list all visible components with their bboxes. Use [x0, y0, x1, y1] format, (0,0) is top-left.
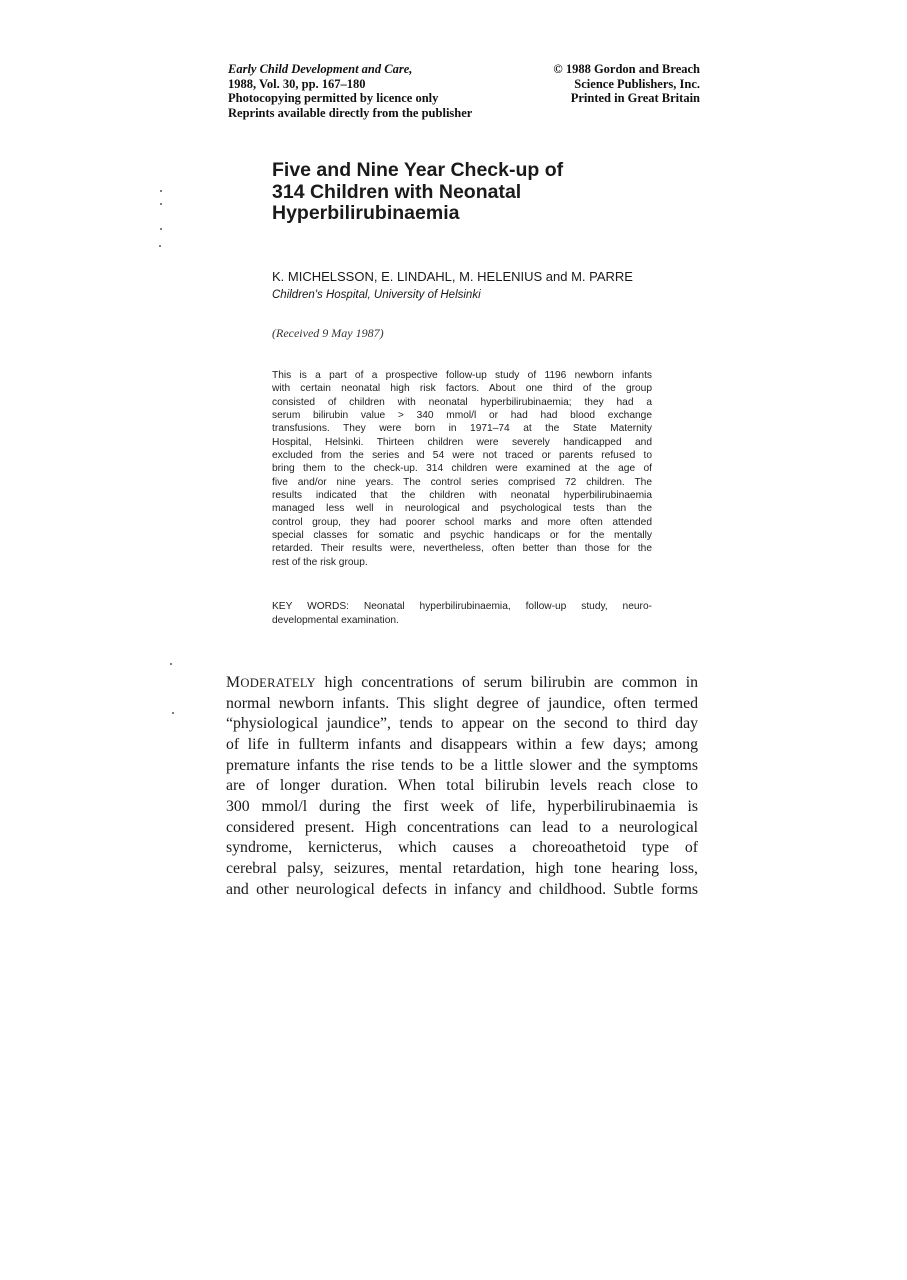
- copyright-block: [553, 62, 700, 106]
- title-line: Five and Nine Year Check-up of: [272, 159, 564, 181]
- body-line: 300 mmol/l during the first week of life, hyperbilirubinaemia is: [226, 797, 698, 815]
- body-line: considered present. High concentrations can lead to a neurological: [226, 818, 698, 836]
- body-line: and other neurological defects in infancy and childhood. Subtle forms: [226, 880, 698, 898]
- abstract-line: transfusions. They were born in 1971–74 at the State Maternity: [272, 423, 652, 435]
- scan-speck: [172, 712, 174, 714]
- reprints-notice: Reprints available directly from the publisher: [228, 105, 473, 120]
- keywords-line: KEY WORDS: Neonatal hyperbilirubinaemia, follow-up study, neuro-: [272, 601, 652, 612]
- abstract-line: special classes for somatic and psychic handicaps or for the mentally: [272, 530, 652, 542]
- scan-speck: [170, 663, 172, 665]
- received-date: (Received 9 May 1987): [272, 326, 384, 340]
- abstract-line: retarded. Their results were, nevertheless, often better than those for the: [272, 543, 652, 555]
- abstract-line: managed less well in neurological and psychological tests than the: [272, 503, 652, 515]
- body-line: cerebral palsy, seizures, mental retardation, high tone hearing loss,: [226, 859, 698, 877]
- abstract-line: This is a part of a prospective follow-up study of 1196 newborn infants: [272, 370, 652, 381]
- author-list: K. MICHELSSON, E. LINDAHL, M. HELENIUS and M. PARRE: [272, 269, 633, 284]
- body-line: “physiological jaundice”, tends to appear on the second to third day: [226, 715, 698, 733]
- abstract-line: with certain neonatal high risk factors. About one third of the group: [272, 383, 652, 395]
- article-title: [272, 160, 652, 225]
- abstract-line: five and/or nine years. The control series comprised 72 children. The: [272, 476, 652, 488]
- abstract-line: control group, they had poorer school marks and more often attended: [272, 516, 652, 528]
- drop-word: [226, 676, 316, 690]
- scan-speck: [159, 245, 161, 247]
- keywords-line: developmental examination.: [272, 614, 399, 626]
- body-paragraph: [226, 673, 698, 900]
- abstract-line: excluded from the series and 54 were not traced or parents refused to: [272, 450, 652, 462]
- abstract-line: results indicated that the children with neonatal hyperbilirubinaemia: [272, 490, 652, 502]
- publisher-line: Science Publishers, Inc.: [574, 76, 700, 91]
- scan-speck: [160, 228, 162, 230]
- drop-word-initial: M: [226, 674, 241, 691]
- journal-citation: [228, 62, 472, 120]
- body-line: normal newborn infants. This slight degree of jaundice, often termed: [226, 694, 698, 712]
- body-line: syndrome, kernicterus, which causes a choreoathetoid type of: [226, 839, 698, 857]
- scan-speck: [160, 190, 162, 192]
- abstract-line: rest of the risk group.: [272, 556, 368, 568]
- abstract-line: consisted of children with neonatal hyperbilirubinaemia; they had a: [272, 396, 652, 408]
- drop-word-rest: ODERATELY: [240, 676, 316, 690]
- journal-volume: 1988, Vol. 30, pp. 167–180: [228, 76, 366, 91]
- keywords: [272, 600, 652, 627]
- body-line: premature infants the rise tends to be a little slower and the symptoms: [226, 756, 698, 774]
- body-line: are of longer duration. When total bilirubin levels reach close to: [226, 777, 698, 795]
- abstract-line: bring them to the check-up. 314 children were examined at the age of: [272, 463, 652, 475]
- copyright-line: © 1988 Gordon and Breach: [553, 62, 700, 76]
- body-line-rest: high concentrations of serum bilirubin are common in: [315, 674, 698, 691]
- photocopy-notice: Photocopying permitted by licence only: [228, 91, 439, 106]
- abstract-line: serum bilirubin value > 340 mmol/l or had had blood exchange: [272, 410, 652, 422]
- printed-line: Printed in Great Britain: [570, 91, 700, 106]
- abstract-line: Hospital, Helsinki. Thirteen children were severely handicapped and: [272, 436, 652, 448]
- scan-speck: [160, 203, 162, 205]
- body-line: [226, 673, 698, 694]
- abstract: [272, 369, 652, 569]
- affiliation: Children's Hospital, University of Helsinki: [272, 289, 481, 301]
- title-line: 314 Children with Neonatal: [272, 180, 522, 203]
- title-line: Hyperbilirubinaemia: [272, 202, 460, 224]
- journal-name: Early Child Development and Care,: [228, 62, 413, 76]
- body-line: of life in fullterm infants and disappears within a few days; among: [226, 735, 698, 753]
